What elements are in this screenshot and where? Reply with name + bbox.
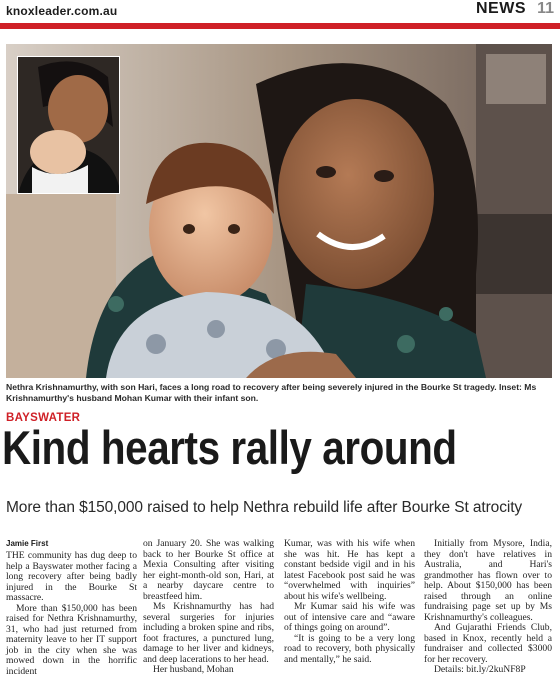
article-column-4 <box>424 539 552 676</box>
inset-photo <box>17 56 120 194</box>
headline: Kind hearts rally around <box>2 421 457 474</box>
paragraph: on January 20. She was walking back to her Bourke St office at Mexia Consulting after visiting her eight-month-old son, Hari, at a nearby daycare centre to breastfeed him. <box>143 538 274 602</box>
site-url[interactable]: knoxleader.com.au <box>6 4 118 18</box>
page-number: 11 <box>537 0 554 17</box>
paragraph: THE community has dug deep to help a Bayswater mother facing a long recovery after being badly injured in the Bourke St massacre. <box>6 550 137 603</box>
article-column-2 <box>143 539 274 676</box>
paragraph: Mr Kumar said his wife was out of intensive care and “aware of things going on around”. <box>284 601 415 633</box>
paragraph: Initially from Mysore, India, they don't have relatives in Australia, and Hari's grandmother has flown over to help. About $150,000 has been raised through an online fundraising page set up by Ms Krishnamurthy's colleagues. <box>424 538 552 623</box>
article-column-1 <box>6 551 137 677</box>
paragraph: Her husband, Mohan <box>153 664 234 675</box>
article-column-3 <box>284 539 415 665</box>
paragraph: “It is going to be a very long road to recovery, both physically and mentally,” he said. <box>284 632 415 665</box>
masthead-rule <box>0 23 560 29</box>
section-name: NEWS <box>476 0 526 17</box>
paragraph: And Gujarathi Friends Club, based in Knox, recently held a fundraiser and collected $3000 for her recovery. <box>424 622 552 665</box>
paragraph: More than $150,000 has been raised for Nethra Krishnamurthy, 31, who had just returned from maternity leave to her IT support job in the city when she was mowed down in the horrific incident <box>6 602 137 677</box>
masthead <box>0 0 560 32</box>
byline: Jamie First <box>6 539 49 548</box>
subheadline: More than $150,000 raised to help Nethra rebuild life after Bourke St atrocity <box>6 499 523 516</box>
paragraph: Ms Krishnamurthy has had several surgeries for injuries including a broken spine and ribs, foot fractures, a punctured lung, damage to her liver and kidneys, and deep lacerations to her head. <box>143 601 274 665</box>
paragraph: Kumar, was with his wife when she was hit. He has kept a constant bedside vigil and in his latest Facebook post said he was “overwhelmed with inquiries” about his wife's wellbeing. <box>284 538 415 602</box>
details-link[interactable]: Details: bit.ly/2kuNF8P <box>434 664 526 675</box>
photo-caption: Nethra Krishnamurthy, with son Hari, faces a long road to recovery after being severely injured in the Bourke St tragedy. Inset: Ms Krishnamurthy's husband Mohan Kumar with their infant son. <box>6 382 537 403</box>
article-kicker: BAYSWATER <box>6 412 81 424</box>
